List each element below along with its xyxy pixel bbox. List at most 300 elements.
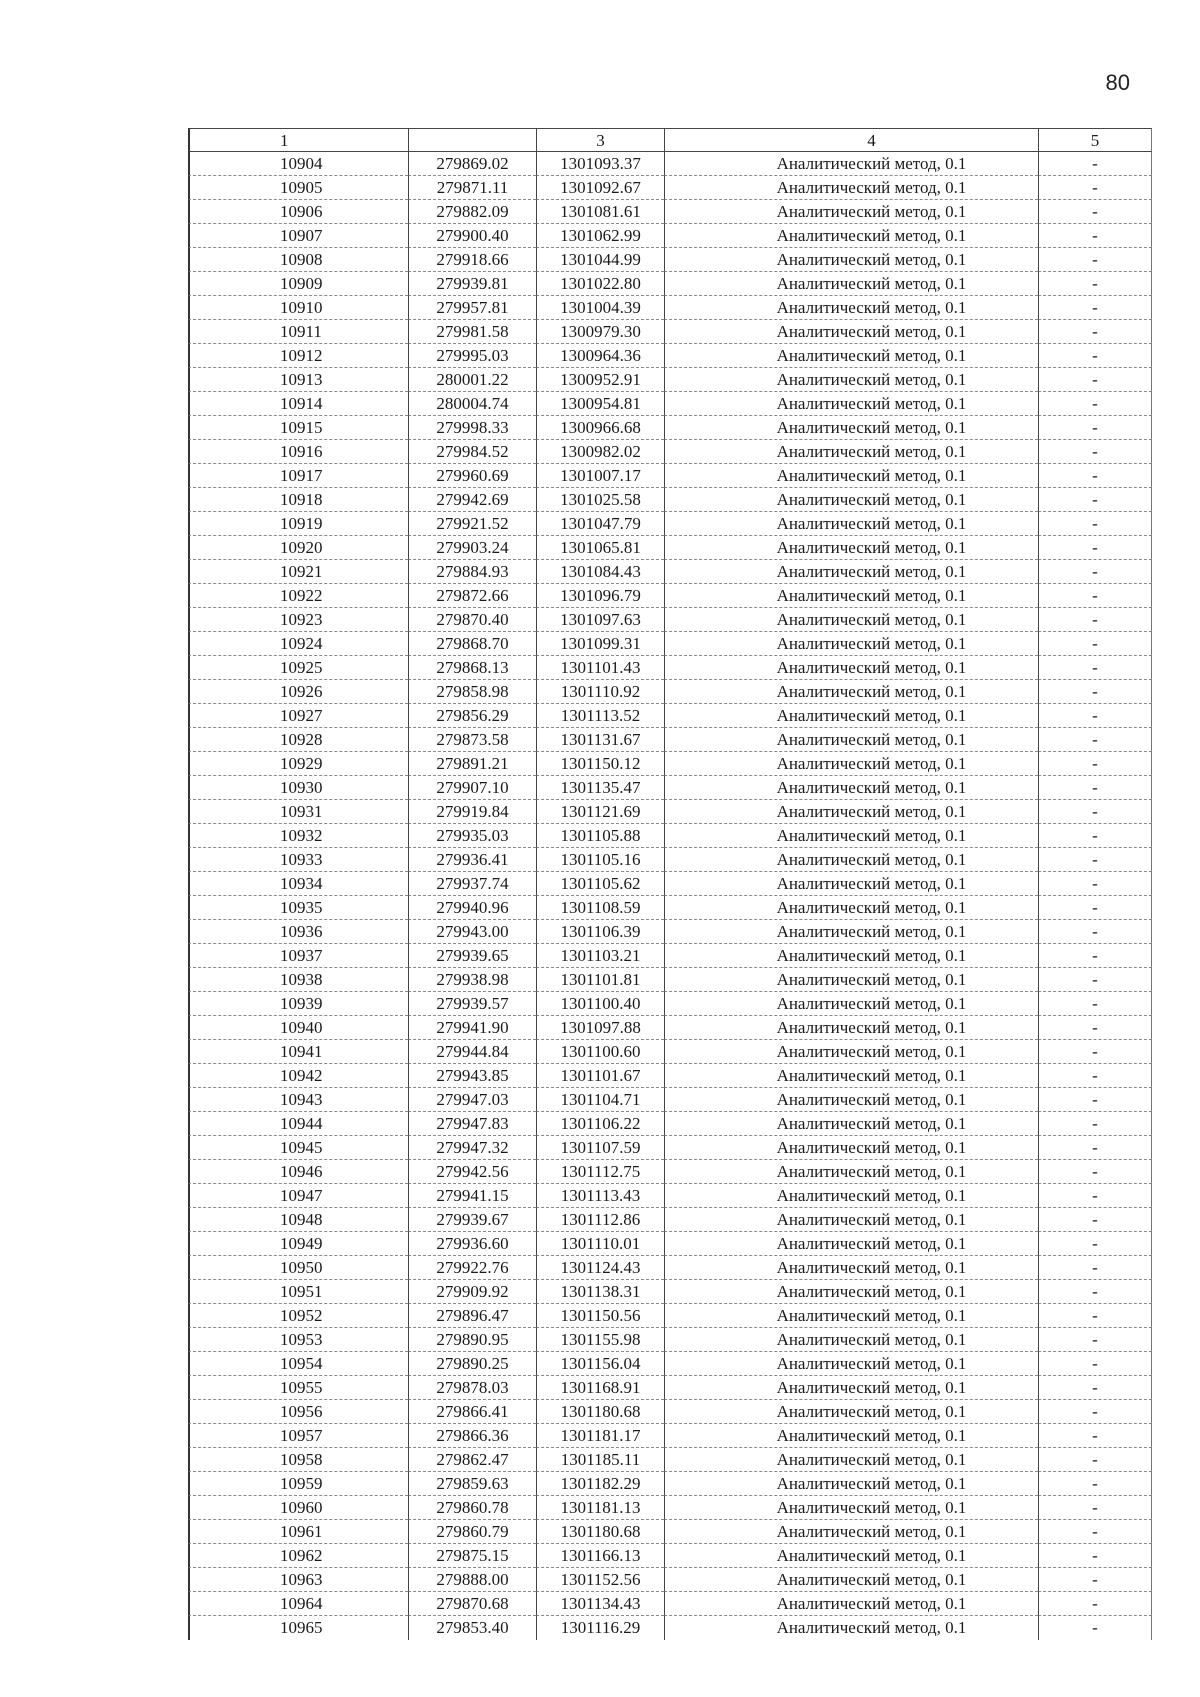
y-coordinate-cell: 1301097.88 [536, 1016, 664, 1040]
x-coordinate-cell: 279937.74 [408, 872, 536, 896]
point-number-cell: 10941 [188, 1040, 408, 1064]
point-number-cell: 10908 [188, 248, 408, 272]
method-cell: Аналитический метод, 0.1 [664, 992, 1038, 1016]
table-row [188, 848, 1152, 872]
note-cell: - [1038, 464, 1152, 488]
x-coordinate-cell: 279939.57 [408, 992, 536, 1016]
point-number-cell: 10954 [188, 1352, 408, 1376]
table-row [188, 488, 1152, 512]
table-row [188, 1136, 1152, 1160]
method-cell: Аналитический метод, 0.1 [664, 1208, 1038, 1232]
table-row [188, 1328, 1152, 1352]
x-coordinate-cell: 279909.92 [408, 1280, 536, 1304]
note-cell: - [1038, 1184, 1152, 1208]
note-cell: - [1038, 1304, 1152, 1328]
method-cell: Аналитический метод, 0.1 [664, 464, 1038, 488]
x-coordinate-cell: 279873.58 [408, 728, 536, 752]
table-row [188, 1184, 1152, 1208]
method-cell: Аналитический метод, 0.1 [664, 608, 1038, 632]
table-row [188, 920, 1152, 944]
method-cell: Аналитический метод, 0.1 [664, 944, 1038, 968]
x-coordinate-cell: 279981.58 [408, 320, 536, 344]
x-coordinate-cell: 279942.56 [408, 1160, 536, 1184]
y-coordinate-cell: 1301044.99 [536, 248, 664, 272]
point-number-cell: 10936 [188, 920, 408, 944]
table-row [188, 800, 1152, 824]
note-cell: - [1038, 488, 1152, 512]
y-coordinate-cell: 1300964.36 [536, 344, 664, 368]
point-number-cell: 10961 [188, 1520, 408, 1544]
table-row [188, 272, 1152, 296]
table-row [188, 1520, 1152, 1544]
point-number-cell: 10962 [188, 1544, 408, 1568]
note-cell: - [1038, 1280, 1152, 1304]
note-cell: - [1038, 1064, 1152, 1088]
note-cell: - [1038, 968, 1152, 992]
note-cell: - [1038, 1424, 1152, 1448]
note-cell: - [1038, 1040, 1152, 1064]
method-cell: Аналитический метод, 0.1 [664, 920, 1038, 944]
point-number-cell: 10950 [188, 1256, 408, 1280]
table-row [188, 608, 1152, 632]
table-row [188, 992, 1152, 1016]
x-coordinate-cell: 280004.74 [408, 392, 536, 416]
note-cell: - [1038, 560, 1152, 584]
note-cell: - [1038, 1496, 1152, 1520]
y-coordinate-cell: 1301100.40 [536, 992, 664, 1016]
y-coordinate-cell: 1301092.67 [536, 176, 664, 200]
note-cell: - [1038, 1568, 1152, 1592]
point-number-cell: 10904 [188, 152, 408, 176]
point-number-cell: 10928 [188, 728, 408, 752]
table-row [188, 1568, 1152, 1592]
point-number-cell: 10956 [188, 1400, 408, 1424]
y-coordinate-cell: 1301022.80 [536, 272, 664, 296]
x-coordinate-cell: 279882.09 [408, 200, 536, 224]
note-cell: - [1038, 1400, 1152, 1424]
point-number-cell: 10921 [188, 560, 408, 584]
note-cell: - [1038, 752, 1152, 776]
note-cell: - [1038, 200, 1152, 224]
method-cell: Аналитический метод, 0.1 [664, 1352, 1038, 1376]
point-number-cell: 10912 [188, 344, 408, 368]
y-coordinate-cell: 1301106.22 [536, 1112, 664, 1136]
note-cell: - [1038, 1136, 1152, 1160]
table-row [188, 824, 1152, 848]
table-row [188, 1400, 1152, 1424]
x-coordinate-cell: 279942.69 [408, 488, 536, 512]
x-coordinate-cell: 279941.90 [408, 1016, 536, 1040]
note-cell: - [1038, 1256, 1152, 1280]
x-coordinate-cell: 279870.40 [408, 608, 536, 632]
column-header-4: 4 [664, 128, 1038, 152]
method-cell: Аналитический метод, 0.1 [664, 1376, 1038, 1400]
point-number-cell: 10945 [188, 1136, 408, 1160]
table-row [188, 1160, 1152, 1184]
y-coordinate-cell: 1301113.52 [536, 704, 664, 728]
table-row [188, 872, 1152, 896]
note-cell: - [1038, 848, 1152, 872]
note-cell: - [1038, 896, 1152, 920]
point-number-cell: 10934 [188, 872, 408, 896]
table-row [188, 632, 1152, 656]
point-number-cell: 10942 [188, 1064, 408, 1088]
method-cell: Аналитический метод, 0.1 [664, 1472, 1038, 1496]
method-cell: Аналитический метод, 0.1 [664, 1496, 1038, 1520]
y-coordinate-cell: 1301099.31 [536, 632, 664, 656]
table-row [188, 1544, 1152, 1568]
y-coordinate-cell: 1301168.91 [536, 1376, 664, 1400]
point-number-cell: 10940 [188, 1016, 408, 1040]
column-header-5: 5 [1038, 128, 1152, 152]
table-row [188, 560, 1152, 584]
x-coordinate-cell: 279858.98 [408, 680, 536, 704]
x-coordinate-cell: 279943.85 [408, 1064, 536, 1088]
method-cell: Аналитический метод, 0.1 [664, 800, 1038, 824]
x-coordinate-cell: 280001.22 [408, 368, 536, 392]
table-row [188, 152, 1152, 176]
x-coordinate-cell: 279866.41 [408, 1400, 536, 1424]
y-coordinate-cell: 1301105.62 [536, 872, 664, 896]
method-cell: Аналитический метод, 0.1 [664, 416, 1038, 440]
x-coordinate-cell: 279860.79 [408, 1520, 536, 1544]
method-cell: Аналитический метод, 0.1 [664, 728, 1038, 752]
table-row [188, 368, 1152, 392]
y-coordinate-cell: 1301081.61 [536, 200, 664, 224]
method-cell: Аналитический метод, 0.1 [664, 1136, 1038, 1160]
y-coordinate-cell: 1301112.86 [536, 1208, 664, 1232]
method-cell: Аналитический метод, 0.1 [664, 1112, 1038, 1136]
note-cell: - [1038, 1232, 1152, 1256]
method-cell: Аналитический метод, 0.1 [664, 1616, 1038, 1640]
table-row [188, 704, 1152, 728]
table-row [188, 536, 1152, 560]
note-cell: - [1038, 1616, 1152, 1640]
point-number-cell: 10914 [188, 392, 408, 416]
method-cell: Аналитический метод, 0.1 [664, 1400, 1038, 1424]
method-cell: Аналитический метод, 0.1 [664, 1184, 1038, 1208]
note-cell: - [1038, 152, 1152, 176]
y-coordinate-cell: 1301150.12 [536, 752, 664, 776]
table-row [188, 1256, 1152, 1280]
x-coordinate-cell: 279947.83 [408, 1112, 536, 1136]
y-coordinate-cell: 1300982.02 [536, 440, 664, 464]
method-cell: Аналитический метод, 0.1 [664, 680, 1038, 704]
note-cell: - [1038, 392, 1152, 416]
y-coordinate-cell: 1301104.71 [536, 1088, 664, 1112]
point-number-cell: 10957 [188, 1424, 408, 1448]
method-cell: Аналитический метод, 0.1 [664, 224, 1038, 248]
y-coordinate-cell: 1301096.79 [536, 584, 664, 608]
note-cell: - [1038, 344, 1152, 368]
y-coordinate-cell: 1301105.88 [536, 824, 664, 848]
table-row [188, 248, 1152, 272]
note-cell: - [1038, 1592, 1152, 1616]
method-cell: Аналитический метод, 0.1 [664, 320, 1038, 344]
table-row [188, 464, 1152, 488]
table-row [188, 392, 1152, 416]
point-number-cell: 10947 [188, 1184, 408, 1208]
y-coordinate-cell: 1301100.60 [536, 1040, 664, 1064]
table-row [188, 320, 1152, 344]
point-number-cell: 10907 [188, 224, 408, 248]
note-cell: - [1038, 824, 1152, 848]
note-cell: - [1038, 776, 1152, 800]
y-coordinate-cell: 1301180.68 [536, 1520, 664, 1544]
point-number-cell: 10910 [188, 296, 408, 320]
note-cell: - [1038, 272, 1152, 296]
x-coordinate-cell: 279960.69 [408, 464, 536, 488]
table-row [188, 1592, 1152, 1616]
point-number-cell: 10916 [188, 440, 408, 464]
point-number-cell: 10923 [188, 608, 408, 632]
method-cell: Аналитический метод, 0.1 [664, 536, 1038, 560]
point-number-cell: 10959 [188, 1472, 408, 1496]
y-coordinate-cell: 1301113.43 [536, 1184, 664, 1208]
table-row [188, 896, 1152, 920]
table-row [188, 1040, 1152, 1064]
x-coordinate-cell: 279853.40 [408, 1616, 536, 1640]
table-row [188, 1616, 1152, 1640]
note-cell: - [1038, 1520, 1152, 1544]
table-row [188, 1112, 1152, 1136]
table-row [188, 728, 1152, 752]
table-row [188, 1088, 1152, 1112]
method-cell: Аналитический метод, 0.1 [664, 272, 1038, 296]
method-cell: Аналитический метод, 0.1 [664, 248, 1038, 272]
y-coordinate-cell: 1301181.17 [536, 1424, 664, 1448]
y-coordinate-cell: 1301116.29 [536, 1616, 664, 1640]
method-cell: Аналитический метод, 0.1 [664, 1520, 1038, 1544]
column-header-3: 3 [536, 128, 664, 152]
method-cell: Аналитический метод, 0.1 [664, 440, 1038, 464]
method-cell: Аналитический метод, 0.1 [664, 1016, 1038, 1040]
table-header-row [188, 128, 1152, 152]
y-coordinate-cell: 1301101.81 [536, 968, 664, 992]
method-cell: Аналитический метод, 0.1 [664, 1280, 1038, 1304]
method-cell: Аналитический метод, 0.1 [664, 152, 1038, 176]
y-coordinate-cell: 1301121.69 [536, 800, 664, 824]
note-cell: - [1038, 608, 1152, 632]
point-number-cell: 10909 [188, 272, 408, 296]
note-cell: - [1038, 920, 1152, 944]
x-coordinate-cell: 279918.66 [408, 248, 536, 272]
point-number-cell: 10929 [188, 752, 408, 776]
note-cell: - [1038, 1352, 1152, 1376]
y-coordinate-cell: 1301065.81 [536, 536, 664, 560]
point-number-cell: 10933 [188, 848, 408, 872]
method-cell: Аналитический метод, 0.1 [664, 368, 1038, 392]
point-number-cell: 10963 [188, 1568, 408, 1592]
table-row [188, 1304, 1152, 1328]
method-cell: Аналитический метод, 0.1 [664, 1160, 1038, 1184]
method-cell: Аналитический метод, 0.1 [664, 1592, 1038, 1616]
y-coordinate-cell: 1301093.37 [536, 152, 664, 176]
method-cell: Аналитический метод, 0.1 [664, 1568, 1038, 1592]
x-coordinate-cell: 279859.63 [408, 1472, 536, 1496]
y-coordinate-cell: 1301156.04 [536, 1352, 664, 1376]
note-cell: - [1038, 248, 1152, 272]
x-coordinate-cell: 279878.03 [408, 1376, 536, 1400]
note-cell: - [1038, 728, 1152, 752]
x-coordinate-cell: 279995.03 [408, 344, 536, 368]
y-coordinate-cell: 1301155.98 [536, 1328, 664, 1352]
table-row [188, 200, 1152, 224]
point-number-cell: 10937 [188, 944, 408, 968]
method-cell: Аналитический метод, 0.1 [664, 704, 1038, 728]
y-coordinate-cell: 1301181.13 [536, 1496, 664, 1520]
x-coordinate-cell: 279869.02 [408, 152, 536, 176]
note-cell: - [1038, 1472, 1152, 1496]
y-coordinate-cell: 1301134.43 [536, 1592, 664, 1616]
note-cell: - [1038, 872, 1152, 896]
method-cell: Аналитический метод, 0.1 [664, 1064, 1038, 1088]
y-coordinate-cell: 1300979.30 [536, 320, 664, 344]
point-number-cell: 10915 [188, 416, 408, 440]
table-row [188, 1352, 1152, 1376]
y-coordinate-cell: 1301025.58 [536, 488, 664, 512]
note-cell: - [1038, 632, 1152, 656]
x-coordinate-cell: 279868.13 [408, 656, 536, 680]
point-number-cell: 10952 [188, 1304, 408, 1328]
x-coordinate-cell: 279947.03 [408, 1088, 536, 1112]
y-coordinate-cell: 1301110.92 [536, 680, 664, 704]
y-coordinate-cell: 1301110.01 [536, 1232, 664, 1256]
x-coordinate-cell: 279938.98 [408, 968, 536, 992]
point-number-cell: 10958 [188, 1448, 408, 1472]
method-cell: Аналитический метод, 0.1 [664, 872, 1038, 896]
page-number: 80 [1105, 70, 1130, 95]
note-cell: - [1038, 416, 1152, 440]
x-coordinate-cell: 279939.81 [408, 272, 536, 296]
method-cell: Аналитический метод, 0.1 [664, 1304, 1038, 1328]
point-number-cell: 10918 [188, 488, 408, 512]
y-coordinate-cell: 1301135.47 [536, 776, 664, 800]
table-row [188, 752, 1152, 776]
x-coordinate-cell: 279939.65 [408, 944, 536, 968]
point-number-cell: 10955 [188, 1376, 408, 1400]
x-coordinate-cell: 279900.40 [408, 224, 536, 248]
table-row [188, 1496, 1152, 1520]
note-cell: - [1038, 680, 1152, 704]
method-cell: Аналитический метод, 0.1 [664, 776, 1038, 800]
y-coordinate-cell: 1301180.68 [536, 1400, 664, 1424]
method-cell: Аналитический метод, 0.1 [664, 1040, 1038, 1064]
x-coordinate-cell: 279872.66 [408, 584, 536, 608]
x-coordinate-cell: 279935.03 [408, 824, 536, 848]
x-coordinate-cell: 279939.67 [408, 1208, 536, 1232]
method-cell: Аналитический метод, 0.1 [664, 1544, 1038, 1568]
table-row [188, 224, 1152, 248]
note-cell: - [1038, 440, 1152, 464]
table-row [188, 1064, 1152, 1088]
note-cell: - [1038, 296, 1152, 320]
x-coordinate-cell: 279884.93 [408, 560, 536, 584]
x-coordinate-cell: 279907.10 [408, 776, 536, 800]
note-cell: - [1038, 536, 1152, 560]
x-coordinate-cell: 279943.00 [408, 920, 536, 944]
y-coordinate-cell: 1301131.67 [536, 728, 664, 752]
method-cell: Аналитический метод, 0.1 [664, 560, 1038, 584]
note-cell: - [1038, 368, 1152, 392]
note-cell: - [1038, 176, 1152, 200]
y-coordinate-cell: 1301103.21 [536, 944, 664, 968]
y-coordinate-cell: 1301101.43 [536, 656, 664, 680]
x-coordinate-cell: 279936.41 [408, 848, 536, 872]
table-row [188, 1448, 1152, 1472]
point-number-cell: 10943 [188, 1088, 408, 1112]
y-coordinate-cell: 1301004.39 [536, 296, 664, 320]
table-body [188, 152, 1152, 1640]
table-row [188, 512, 1152, 536]
point-number-cell: 10935 [188, 896, 408, 920]
table-row [188, 176, 1152, 200]
method-cell: Аналитический метод, 0.1 [664, 512, 1038, 536]
y-coordinate-cell: 1301007.17 [536, 464, 664, 488]
note-cell: - [1038, 512, 1152, 536]
table-row [188, 944, 1152, 968]
table-row [188, 776, 1152, 800]
method-cell: Аналитический метод, 0.1 [664, 752, 1038, 776]
y-coordinate-cell: 1301105.16 [536, 848, 664, 872]
x-coordinate-cell: 279921.52 [408, 512, 536, 536]
point-number-cell: 10938 [188, 968, 408, 992]
y-coordinate-cell: 1301084.43 [536, 560, 664, 584]
point-number-cell: 10953 [188, 1328, 408, 1352]
x-coordinate-cell: 279856.29 [408, 704, 536, 728]
note-cell: - [1038, 1376, 1152, 1400]
note-cell: - [1038, 656, 1152, 680]
method-cell: Аналитический метод, 0.1 [664, 1328, 1038, 1352]
table-row [188, 968, 1152, 992]
x-coordinate-cell: 279860.78 [408, 1496, 536, 1520]
method-cell: Аналитический метод, 0.1 [664, 968, 1038, 992]
method-cell: Аналитический метод, 0.1 [664, 1232, 1038, 1256]
point-number-cell: 10924 [188, 632, 408, 656]
point-number-cell: 10948 [188, 1208, 408, 1232]
point-number-cell: 10951 [188, 1280, 408, 1304]
method-cell: Аналитический метод, 0.1 [664, 1088, 1038, 1112]
x-coordinate-cell: 279866.36 [408, 1424, 536, 1448]
table-row [188, 656, 1152, 680]
method-cell: Аналитический метод, 0.1 [664, 656, 1038, 680]
point-number-cell: 10926 [188, 680, 408, 704]
point-number-cell: 10964 [188, 1592, 408, 1616]
method-cell: Аналитический метод, 0.1 [664, 296, 1038, 320]
column-header-2 [408, 128, 536, 152]
point-number-cell: 10944 [188, 1112, 408, 1136]
x-coordinate-cell: 279984.52 [408, 440, 536, 464]
note-cell: - [1038, 1160, 1152, 1184]
point-number-cell: 10925 [188, 656, 408, 680]
x-coordinate-cell: 279871.11 [408, 176, 536, 200]
note-cell: - [1038, 1016, 1152, 1040]
note-cell: - [1038, 800, 1152, 824]
method-cell: Аналитический метод, 0.1 [664, 176, 1038, 200]
point-number-cell: 10932 [188, 824, 408, 848]
table-row [188, 584, 1152, 608]
method-cell: Аналитический метод, 0.1 [664, 824, 1038, 848]
table-row [188, 680, 1152, 704]
x-coordinate-cell: 279936.60 [408, 1232, 536, 1256]
y-coordinate-cell: 1301185.11 [536, 1448, 664, 1472]
y-coordinate-cell: 1300952.91 [536, 368, 664, 392]
note-cell: - [1038, 320, 1152, 344]
point-number-cell: 10906 [188, 200, 408, 224]
point-number-cell: 10917 [188, 464, 408, 488]
point-number-cell: 10949 [188, 1232, 408, 1256]
method-cell: Аналитический метод, 0.1 [664, 848, 1038, 872]
